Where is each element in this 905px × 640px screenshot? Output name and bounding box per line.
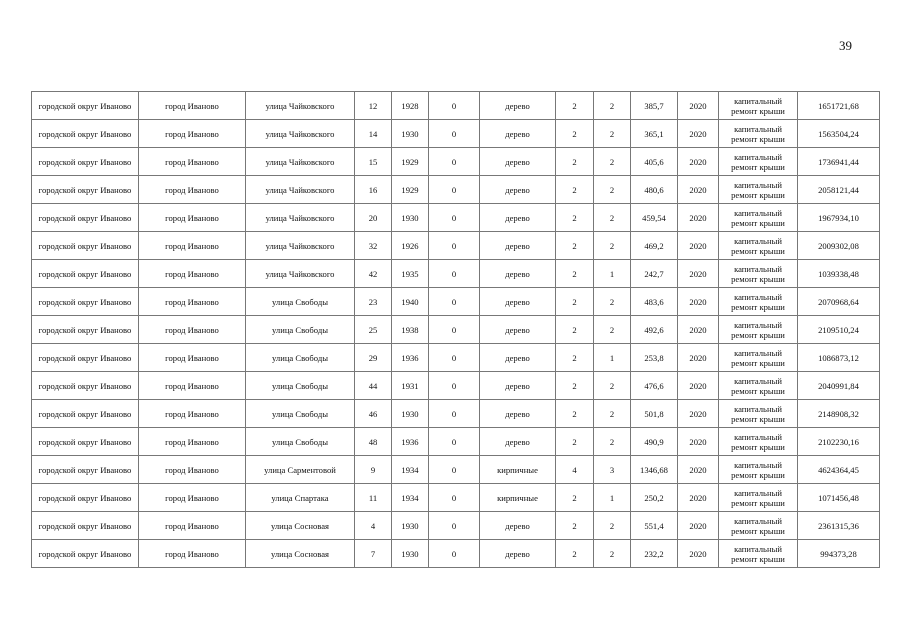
table-row: [32, 92, 880, 120]
settlement-cell: город Иваново: [139, 260, 246, 288]
table-row: [32, 372, 880, 400]
settlement-cell: город Иваново: [139, 148, 246, 176]
area-cell: 469,2: [631, 232, 678, 260]
settlement-cell: город Иваново: [139, 344, 246, 372]
wall-material-cell: дерево: [480, 204, 556, 232]
area-cell: 232,2: [631, 540, 678, 568]
wall-material-cell: дерево: [480, 176, 556, 204]
street-cell: улица Свободы: [246, 344, 355, 372]
floors-cell: 2: [556, 344, 594, 372]
work-type-cell: капитальный ремонт крыши: [719, 344, 798, 372]
area-cell: 480,6: [631, 176, 678, 204]
cost-cell: 1651721,68: [798, 92, 880, 120]
floors-cell: 2: [556, 148, 594, 176]
settlement-cell: город Иваново: [139, 204, 246, 232]
work-type-cell: капитальный ремонт крыши: [719, 456, 798, 484]
repair-year-cell: 2020: [678, 120, 719, 148]
entrances-cell: 2: [594, 512, 631, 540]
wall-material-cell: дерево: [480, 400, 556, 428]
zero-cell: 0: [429, 120, 480, 148]
entrances-cell: 2: [594, 540, 631, 568]
entrances-cell: 2: [594, 120, 631, 148]
district-cell: городской округ Иваново: [32, 120, 139, 148]
build-year-cell: 1930: [392, 204, 429, 232]
table-row: [32, 344, 880, 372]
area-cell: 242,7: [631, 260, 678, 288]
wall-material-cell: дерево: [480, 92, 556, 120]
repair-year-cell: 2020: [678, 372, 719, 400]
entrances-cell: 2: [594, 400, 631, 428]
cost-cell: 1736941,44: [798, 148, 880, 176]
cost-cell: 1563504,24: [798, 120, 880, 148]
street-cell: улица Свободы: [246, 428, 355, 456]
street-cell: улица Свободы: [246, 372, 355, 400]
entrances-cell: 1: [594, 484, 631, 512]
district-cell: городской округ Иваново: [32, 540, 139, 568]
street-cell: улица Сосновая: [246, 540, 355, 568]
build-year-cell: 1930: [392, 120, 429, 148]
table-row: [32, 288, 880, 316]
wall-material-cell: кирпичные: [480, 456, 556, 484]
repair-year-cell: 2020: [678, 456, 719, 484]
build-year-cell: 1929: [392, 176, 429, 204]
wall-material-cell: дерево: [480, 344, 556, 372]
entrances-cell: 1: [594, 344, 631, 372]
entrances-cell: 2: [594, 92, 631, 120]
house-number-cell: 12: [355, 92, 392, 120]
floors-cell: 2: [556, 232, 594, 260]
street-cell: улица Свободы: [246, 288, 355, 316]
table-body: [32, 92, 880, 568]
zero-cell: 0: [429, 344, 480, 372]
house-number-cell: 32: [355, 232, 392, 260]
build-year-cell: 1930: [392, 400, 429, 428]
table-row: [32, 148, 880, 176]
street-cell: улица Свободы: [246, 316, 355, 344]
work-type-cell: капитальный ремонт крыши: [719, 372, 798, 400]
cost-cell: 2009302,08: [798, 232, 880, 260]
floors-cell: 2: [556, 316, 594, 344]
street-cell: улица Чайковского: [246, 232, 355, 260]
street-cell: улица Чайковского: [246, 120, 355, 148]
zero-cell: 0: [429, 372, 480, 400]
district-cell: городской округ Иваново: [32, 148, 139, 176]
zero-cell: 0: [429, 484, 480, 512]
district-cell: городской округ Иваново: [32, 344, 139, 372]
floors-cell: 2: [556, 92, 594, 120]
zero-cell: 0: [429, 540, 480, 568]
wall-material-cell: дерево: [480, 120, 556, 148]
work-type-cell: капитальный ремонт крыши: [719, 92, 798, 120]
zero-cell: 0: [429, 148, 480, 176]
repair-year-cell: 2020: [678, 260, 719, 288]
zero-cell: 0: [429, 232, 480, 260]
floors-cell: 2: [556, 428, 594, 456]
work-type-cell: капитальный ремонт крыши: [719, 288, 798, 316]
cost-cell: 1071456,48: [798, 484, 880, 512]
house-number-cell: 48: [355, 428, 392, 456]
area-cell: 490,9: [631, 428, 678, 456]
build-year-cell: 1926: [392, 232, 429, 260]
area-cell: 365,1: [631, 120, 678, 148]
table-row: [32, 120, 880, 148]
area-cell: 253,8: [631, 344, 678, 372]
house-number-cell: 25: [355, 316, 392, 344]
build-year-cell: 1938: [392, 316, 429, 344]
settlement-cell: город Иваново: [139, 512, 246, 540]
repair-year-cell: 2020: [678, 232, 719, 260]
entrances-cell: 1: [594, 260, 631, 288]
street-cell: улица Свободы: [246, 400, 355, 428]
zero-cell: 0: [429, 428, 480, 456]
street-cell: улица Чайковского: [246, 148, 355, 176]
build-year-cell: 1929: [392, 148, 429, 176]
wall-material-cell: дерево: [480, 372, 556, 400]
district-cell: городской округ Иваново: [32, 204, 139, 232]
cost-cell: 1039338,48: [798, 260, 880, 288]
district-cell: городской округ Иваново: [32, 92, 139, 120]
cost-cell: 2040991,84: [798, 372, 880, 400]
floors-cell: 2: [556, 288, 594, 316]
zero-cell: 0: [429, 288, 480, 316]
floors-cell: 2: [556, 372, 594, 400]
district-cell: городской округ Иваново: [32, 372, 139, 400]
zero-cell: 0: [429, 512, 480, 540]
floors-cell: 2: [556, 204, 594, 232]
wall-material-cell: кирпичные: [480, 484, 556, 512]
area-cell: 551,4: [631, 512, 678, 540]
cost-cell: 2070968,64: [798, 288, 880, 316]
work-type-cell: капитальный ремонт крыши: [719, 204, 798, 232]
area-cell: 501,8: [631, 400, 678, 428]
entrances-cell: 2: [594, 288, 631, 316]
table-row: [32, 260, 880, 288]
street-cell: улица Чайковского: [246, 92, 355, 120]
repair-year-cell: 2020: [678, 540, 719, 568]
house-number-cell: 20: [355, 204, 392, 232]
table-row: [32, 456, 880, 484]
wall-material-cell: дерево: [480, 232, 556, 260]
entrances-cell: 2: [594, 372, 631, 400]
table-row: [32, 428, 880, 456]
house-number-cell: 44: [355, 372, 392, 400]
district-cell: городской округ Иваново: [32, 428, 139, 456]
repair-year-cell: 2020: [678, 316, 719, 344]
settlement-cell: город Иваново: [139, 484, 246, 512]
entrances-cell: 2: [594, 204, 631, 232]
house-number-cell: 23: [355, 288, 392, 316]
district-cell: городской округ Иваново: [32, 316, 139, 344]
repair-year-cell: 2020: [678, 148, 719, 176]
build-year-cell: 1931: [392, 372, 429, 400]
work-type-cell: капитальный ремонт крыши: [719, 120, 798, 148]
table-row: [32, 316, 880, 344]
build-year-cell: 1936: [392, 344, 429, 372]
repair-year-cell: 2020: [678, 204, 719, 232]
zero-cell: 0: [429, 260, 480, 288]
cost-cell: 2361315,36: [798, 512, 880, 540]
cost-cell: 2148908,32: [798, 400, 880, 428]
build-year-cell: 1935: [392, 260, 429, 288]
repair-year-cell: 2020: [678, 400, 719, 428]
settlement-cell: город Иваново: [139, 372, 246, 400]
district-cell: городской округ Иваново: [32, 176, 139, 204]
cost-cell: 2109510,24: [798, 316, 880, 344]
settlement-cell: город Иваново: [139, 92, 246, 120]
settlement-cell: город Иваново: [139, 120, 246, 148]
wall-material-cell: дерево: [480, 316, 556, 344]
cost-cell: 1086873,12: [798, 344, 880, 372]
floors-cell: 2: [556, 512, 594, 540]
floors-cell: 2: [556, 540, 594, 568]
zero-cell: 0: [429, 176, 480, 204]
repair-year-cell: 2020: [678, 512, 719, 540]
entrances-cell: 2: [594, 316, 631, 344]
house-number-cell: 11: [355, 484, 392, 512]
settlement-cell: город Иваново: [139, 232, 246, 260]
house-number-cell: 42: [355, 260, 392, 288]
work-type-cell: капитальный ремонт крыши: [719, 148, 798, 176]
entrances-cell: 2: [594, 176, 631, 204]
cost-cell: 2102230,16: [798, 428, 880, 456]
street-cell: улица Сарментовой: [246, 456, 355, 484]
repair-year-cell: 2020: [678, 344, 719, 372]
wall-material-cell: дерево: [480, 428, 556, 456]
settlement-cell: город Иваново: [139, 288, 246, 316]
settlement-cell: город Иваново: [139, 400, 246, 428]
table-row: [32, 512, 880, 540]
entrances-cell: 2: [594, 148, 631, 176]
house-number-cell: 14: [355, 120, 392, 148]
floors-cell: 2: [556, 484, 594, 512]
settlement-cell: город Иваново: [139, 316, 246, 344]
build-year-cell: 1930: [392, 512, 429, 540]
work-type-cell: капитальный ремонт крыши: [719, 260, 798, 288]
table-row: [32, 232, 880, 260]
table-row: [32, 484, 880, 512]
district-cell: городской округ Иваново: [32, 232, 139, 260]
house-number-cell: 15: [355, 148, 392, 176]
table-row: [32, 204, 880, 232]
area-cell: 385,7: [631, 92, 678, 120]
wall-material-cell: дерево: [480, 512, 556, 540]
area-cell: 459,54: [631, 204, 678, 232]
build-year-cell: 1930: [392, 540, 429, 568]
district-cell: городской округ Иваново: [32, 260, 139, 288]
work-type-cell: капитальный ремонт крыши: [719, 400, 798, 428]
settlement-cell: город Иваново: [139, 428, 246, 456]
district-cell: городской округ Иваново: [32, 484, 139, 512]
table-row: [32, 176, 880, 204]
work-type-cell: капитальный ремонт крыши: [719, 176, 798, 204]
street-cell: улица Сосновая: [246, 512, 355, 540]
entrances-cell: 2: [594, 232, 631, 260]
repair-year-cell: 2020: [678, 428, 719, 456]
table-row: [32, 540, 880, 568]
house-number-cell: 46: [355, 400, 392, 428]
district-cell: городской округ Иваново: [32, 400, 139, 428]
entrances-cell: 2: [594, 428, 631, 456]
floors-cell: 2: [556, 120, 594, 148]
area-cell: 476,6: [631, 372, 678, 400]
repair-year-cell: 2020: [678, 288, 719, 316]
work-type-cell: капитальный ремонт крыши: [719, 484, 798, 512]
street-cell: улица Чайковского: [246, 260, 355, 288]
settlement-cell: город Иваново: [139, 176, 246, 204]
district-cell: городской округ Иваново: [32, 456, 139, 484]
wall-material-cell: дерево: [480, 260, 556, 288]
floors-cell: 2: [556, 176, 594, 204]
repair-year-cell: 2020: [678, 484, 719, 512]
zero-cell: 0: [429, 316, 480, 344]
cost-cell: 994373,28: [798, 540, 880, 568]
work-type-cell: капитальный ремонт крыши: [719, 540, 798, 568]
floors-cell: 2: [556, 260, 594, 288]
house-number-cell: 4: [355, 512, 392, 540]
work-type-cell: капитальный ремонт крыши: [719, 428, 798, 456]
entrances-cell: 3: [594, 456, 631, 484]
floors-cell: 2: [556, 400, 594, 428]
work-type-cell: капитальный ремонт крыши: [719, 232, 798, 260]
build-year-cell: 1936: [392, 428, 429, 456]
build-year-cell: 1934: [392, 456, 429, 484]
house-number-cell: 7: [355, 540, 392, 568]
street-cell: улица Спартака: [246, 484, 355, 512]
work-type-cell: капитальный ремонт крыши: [719, 316, 798, 344]
area-cell: 405,6: [631, 148, 678, 176]
area-cell: 1346,68: [631, 456, 678, 484]
zero-cell: 0: [429, 204, 480, 232]
area-cell: 250,2: [631, 484, 678, 512]
wall-material-cell: дерево: [480, 540, 556, 568]
build-year-cell: 1934: [392, 484, 429, 512]
build-year-cell: 1928: [392, 92, 429, 120]
zero-cell: 0: [429, 92, 480, 120]
cost-cell: 2058121,44: [798, 176, 880, 204]
settlement-cell: город Иваново: [139, 540, 246, 568]
house-number-cell: 29: [355, 344, 392, 372]
street-cell: улица Чайковского: [246, 204, 355, 232]
cost-cell: 4624364,45: [798, 456, 880, 484]
house-number-cell: 16: [355, 176, 392, 204]
area-cell: 483,6: [631, 288, 678, 316]
floors-cell: 4: [556, 456, 594, 484]
area-cell: 492,6: [631, 316, 678, 344]
district-cell: городской округ Иваново: [32, 512, 139, 540]
zero-cell: 0: [429, 456, 480, 484]
wall-material-cell: дерево: [480, 288, 556, 316]
cost-cell: 1967934,10: [798, 204, 880, 232]
page-number: 39: [839, 38, 852, 53]
build-year-cell: 1940: [392, 288, 429, 316]
wall-material-cell: дерево: [480, 148, 556, 176]
table-row: [32, 400, 880, 428]
house-number-cell: 9: [355, 456, 392, 484]
repair-year-cell: 2020: [678, 176, 719, 204]
district-cell: городской округ Иваново: [32, 288, 139, 316]
street-cell: улица Чайковского: [246, 176, 355, 204]
settlement-cell: город Иваново: [139, 456, 246, 484]
work-type-cell: капитальный ремонт крыши: [719, 512, 798, 540]
housing-repair-table: [31, 91, 880, 568]
repair-year-cell: 2020: [678, 92, 719, 120]
zero-cell: 0: [429, 400, 480, 428]
